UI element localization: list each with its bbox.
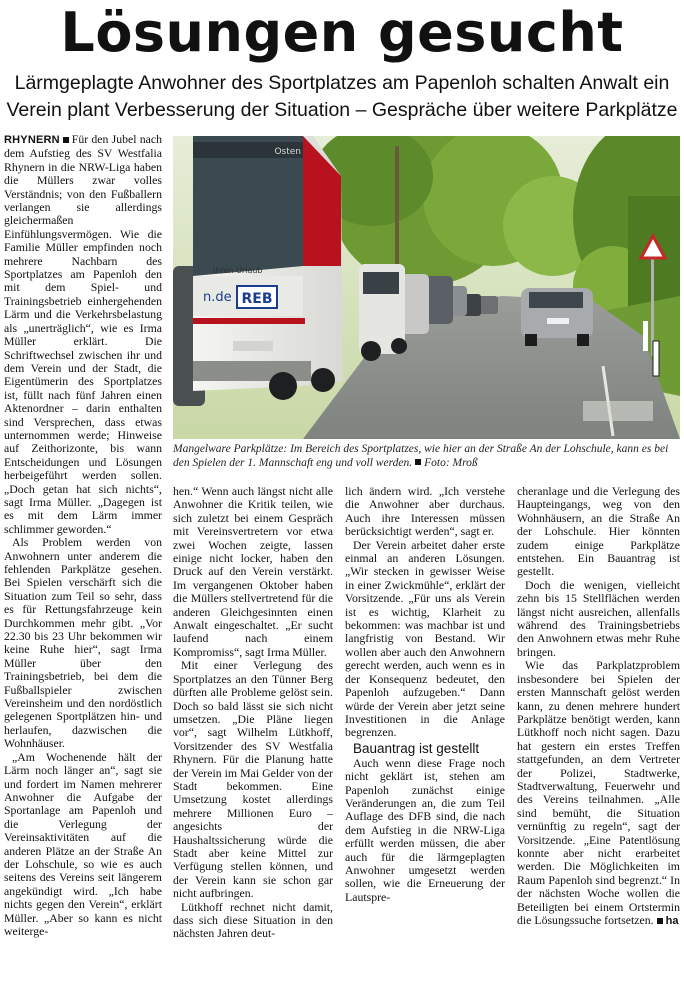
paragraph: Doch die wenigen, vielleicht zehn bis 15 Stellflächen werden längst nicht ausreichen, allenfalls während des Trainingsbetriebs den Anwohnern etwas mehr Ruhe bringen. [517,577,680,659]
paragraph: Als Problem werden von Anwohnern unter anderem die fehlenden Parkplätze gesehen. Bei Spielen verschärft sich die Situation zum Teil so sehr, dass es für Rettungsfahrzeuge kein Durchkommen mehr gibt. „Vor 22.30 bis 23 Uhr bekommen wir keine Ruhe hier“, sagt Irma Müller über den Trainingsbetrieb, bei dem die Fußballspieler zwischen Vereinsheim und den nordöstlich gelegenen Sportplätzen hin- und herlaufen, dazwischen die Wohnhäuser. [4,535,162,751]
bus-logo-text: REB [241,291,273,307]
headline: Lösungen gesucht [60,1,624,64]
subheadline-line-1: Lärmgeplagte Anwohner des Sportplatzes am Papenloh schalten Anwalt ein [14,72,670,94]
column-3 [345,485,505,987]
paragraph [517,659,680,928]
caption-square-icon [415,459,421,465]
paragraph: cheranlage und die Verlegung des Haupteingangs, weg von den Wohnhäusern, an die Straße An der Lohschule. Hier könnten zudem einige Parkplätze entstehen. Ein Bauantrag ist gestellt. [517,485,680,579]
paragraph [4,133,162,536]
caption-text: Mangelware Parkplätze: Im Bereich des Sportplatzes, wie hier an der Straße An der Lohschule, kann es bei den Spielen der 1. Mannschaft eng und voll werden. [173,443,669,469]
article-photo [173,136,680,439]
bus-sign-text: Ihren Urlaub [213,266,263,275]
photo-credit: Foto: Mroß [424,456,478,469]
paragraph: „Am Wochenende hält der Lärm noch länger an“, sagt sie und fordert im Namen mehrerer Anwohner die Aufgabe der Sportanlage am Papenloh und die Verlegung der Vereinsaktivitäten auf die anderen Plätze an der Straße An der Lohschule, so wie es auch seitens des Vereins seit längerem angekündigt wird. „Ich habe nichts gegen den Verein“, erklärt Müller. „Aber so kann es nicht weiterge- [4,749,162,938]
subheadline-line-2: Verein plant Verbesserung der Situation – Gespräche über weitere Parkplätze [6,99,678,121]
paragraph: Lütkhoff rechnet nicht damit, dass sich diese Situation in den nächsten Jahren deut- [173,899,333,941]
column-2 [173,485,333,987]
paragraph: Der Verein arbeitet daher erste einmal an anderen Lösungen. „Wir stecken in gewisser Weise in einer Zwickmühle“, erklärt der Vorsitzende. „Für uns als Verein ist es wichtig, Klarheit zu bekommen: was machbar ist und langfristig von Bestand. Wir wollen aber auch den Anwohnern gerecht werden, auch wenn es in der Konsequenz bedeutet, den Papenloh aufzugeben.“ Dann würde der Verein aber jetzt seine Investitionen in die Anlage begrenzen. [345,537,505,740]
street-scene-image [173,136,680,439]
paragraph: Mit einer Verlegung des Sportplatzes an den Tünner Berg dürften alle Probleme gelöst sein. Doch so bald lässt sie sich nicht umsetzen. „Die Pläne liegen vor“, sagt Wilhelm Lütkhoff, Vorsitzender des SV Westfalia Rhynern. Für die Planung hatte der Verein im Mai Gelder von der Stadt bekommen. Eine Umsetzung kostet allerdings mehrere Millionen Euro – angesichts der Haushaltssicherung würde die Stadt aber keine Mittel zur Verfügung stellen können, und der Verein kann sie schon gar nicht aufbringen. [173,658,333,901]
dateline: RHYNERN [4,134,60,146]
author: ha [665,915,679,927]
crosshead: Bauantrag ist gestellt [353,740,480,756]
column-1 [4,133,162,987]
subheadline [4,70,680,124]
paragraph: lich ändern wird. „Ich verstehe die Anwohner aber durchaus. Auch ihre Interessen müssen berücksichtigt werden“, sagt er. [345,485,505,539]
paragraph: Auch wenn diese Frage noch nicht geklärt ist, stehen am Papenloh zunächst einige Veränderungen an, die zum Teil Auflage des DFB sind, die nach dem Aufstieg in die NRW-Liga erfüllt werden müssen, die aber auch für die lärmgeplagten Anwohner umgesetzt werden sollen, wie die Erneuerung der Lautspre- [345,755,505,904]
paragraph-text: Für den Jubel nach dem Aufstieg des SV Westfalia Rhynern in die NRW-Liga haben die Müllers zwar volles Verständnis; von den Fußballern verlangen sie allerdings gleichermaßen Einfühlungsvermögen. Wie die Familie Müller empfinden noch mehrere Nachbarn des Sportplatzes am Papenloh den mit dem Spiel- und Trainingsbetrieb einhergehenden Lärm und die Verkehrsbelastung als „unerträglich“, wie es Irma Müller erklärt. Die Schriftwechsel zwischen ihr und dem Verein und der Stadt, die Eigentümerin des Sportplatzes ist, füllt nach fünf Jahren einen Aktenordner – darin enthalten sind Versprechen, dass etwas unternommen werde; Hinweise auf Zeithorizonte, bis wann Entscheidungen und Lösungen herbeigeführt werden sollen. „Doch getan hat sich nichts“, sagt Irma Müller. „Dagegen ist es mit dem Lärm immer schlimmer geworden.“ [4,133,162,536]
paragraph: hen.“ Wenn auch längst nicht alle Anwohner die Kritik teilen, wie sich zuletzt bei einem Gespräch mit Vereinsvertretern vor etwa zwei Wochen zeigte, lassen einige nicht locker, haben den Druck auf den Verein verstärkt. Im vergangenen Oktober haben die Müllers stellvertretend für die anderen Gleichgesinnten einen Anwalt eingeschaltet. „Er sucht laufend nach einem Kompromiss“, sagt Irma Müller. [173,485,333,659]
end-square-icon [657,918,663,924]
paragraph-text: Wie das Parkplatzproblem insbesondere bei Spielen der ersten Mannschaft gelöst werden kann, zu denen mehrere hundert Parkplätze benötigt werden, kann Lütkhoff noch nicht sagen. Dazu hat gestern ein erstes Treffen stattgefunden, an dem Vertreter der Polizei, Stadtwerke, Stadtverwaltung, Feuerwehr und des Vereins teilnahmen. „Alle sind bemüht, die Situation vernünftig zu regeln“, sagt der Vorsitzende. „Eine Patentlösung konnte aber nicht erarbeitet werden. Die Möglichkeiten im Raum Papenloh sind begrenzt.“ In der nächsten Woche wollen die Beteiligten bei einem Ortstermin die Lösungssuche fortsetzen. [517,658,680,927]
dateline-square-icon [63,137,69,143]
bus-top-text: Osten [274,147,301,157]
photo-caption [173,443,680,470]
bus-url-text: n.de [203,290,232,305]
column-4 [517,485,680,987]
